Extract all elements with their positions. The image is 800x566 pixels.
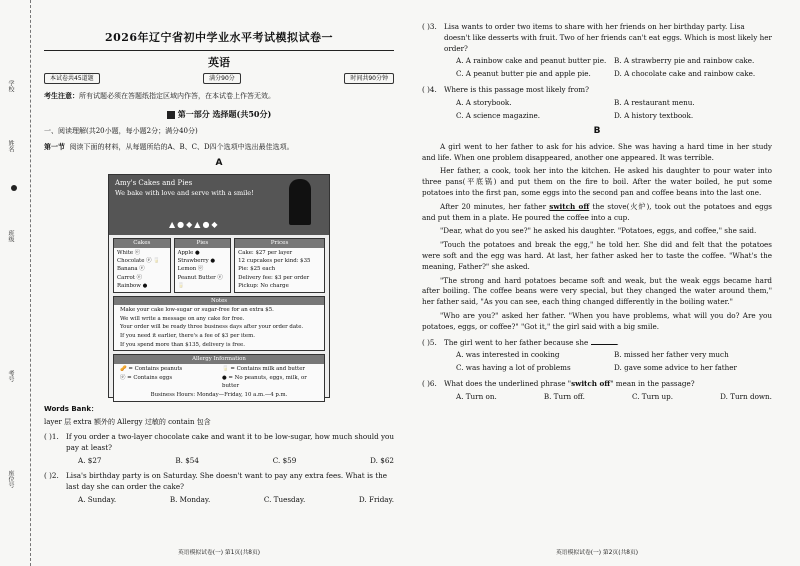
option: D. A history textbook. <box>614 110 694 120</box>
bakery-slogan: We bake with love and serve with a smile! <box>115 188 254 197</box>
bakery-name: Amy's Cakes and Pies <box>115 179 193 187</box>
words-bank-items: layer 层 extra 额外的 Allergy 过敏的 contain 包含 <box>44 417 211 426</box>
option: B. A restaurant menu. <box>614 97 695 107</box>
binding-strip <box>0 0 31 566</box>
words-bank-label: Words Bank： <box>44 405 99 413</box>
business-hours: Business Hours: Monday—Friday, 10 a.m.—4 p.m. <box>150 391 288 398</box>
page-1 <box>44 30 394 558</box>
option: D. Turn down. <box>720 391 772 401</box>
page-footer-left: 英语模拟试卷(一) 第1页(共8页) <box>177 550 261 557</box>
option: D. Friday. <box>358 494 394 504</box>
meta-duration: 时间共90分钟 <box>344 73 394 84</box>
binding-label-name: 姓名 <box>7 140 14 152</box>
binding-label-seat-no: 座位号 <box>7 470 14 488</box>
cake-illustrations: ▲●◆▲●◆ <box>169 220 220 229</box>
menu-prices: Prices Cake: $27 per layer 12 cupcakes per kind: $35 Pie: $25 each Delivery fee: $3 per order Pickup: No charge <box>234 238 325 293</box>
question-6: ( )6. What does the underlined phrase "switch off" mean in the passage? A. Turn on. B. Turn off. C. Turn up. D. Turn down. <box>422 379 772 401</box>
allergy-box: Allergy Information 🥜 = Contains peanuts 🥛 = Contains milk and butter ⓔ = Contains eggs ● = No peanuts, eggs, milk, or butter Business Hours: Monday—Friday, 10 a.m.—4 p.m. <box>113 354 325 401</box>
option: A. A rainbow cake and peanut butter pie. <box>456 56 607 66</box>
passage-paragraph: After 20 minutes, her father switch off the stove(火炉), took out the potatoes and eggs and put them in a plate. He poured the coffee into a cup. <box>422 201 772 222</box>
exam-meta <box>44 73 394 84</box>
binding-label-school: 学校 <box>7 80 14 92</box>
exam-title: 2026年辽宁省初中学业水平考试模拟试卷一 <box>104 31 334 44</box>
answer-blank <box>591 344 617 345</box>
notes-box: Notes Make your cake low-sugar or sugar-free for an extra $5. We will write a message on any cake for free. Your order will be ready three business days after your order date. If you need it earlier, there's a fee of $3 per item. If you spend more than $135, delivery is free. <box>113 296 325 352</box>
menu-pies: Pies Apple ● Strawberry ● Lemon ⓔ Peanut Butter ⓔ 🥛 <box>174 238 232 293</box>
question-1: ( )1. If you order a two-layer chocolate cake and want it to be low-sugar, how much should you pay at least? A. $27 B. $54 C. $59 D. $62 <box>44 432 394 465</box>
part-heading: 第一部分 选择题(共50分) <box>44 108 394 120</box>
option: C. A science magazine. <box>456 110 540 120</box>
meta-full-score: 满分90分 <box>203 73 241 84</box>
underlined-phrase: switch off <box>549 201 590 211</box>
option: B. Monday. <box>169 494 211 504</box>
passage-label-b: B <box>593 126 601 137</box>
passage-paragraph: "Who are you?" asked her father. "When you have problems, what will you do? Are you potatoes, eggs, or coffee?" "Got it," the girl said with a big smile. <box>422 311 772 331</box>
question-2: ( )2. Lisa's birthday party is on Saturday. She doesn't want to pay any extra fees. What is the last day she can order the cake? A. Sunday. B. Monday. C. Tuesday. D. Friday. <box>44 471 394 504</box>
passage-paragraph: A girl went to her father to ask for his advice. She was having a hard time in her study and life. When one problem disappeared, another one appeared. It was terrible. <box>422 141 772 162</box>
binding-label-class: 班级 <box>7 230 14 242</box>
option: C. A peanut butter pie and apple pie. <box>456 69 591 79</box>
page-2 <box>422 22 772 558</box>
meta-question-count: 本试卷共45道题 <box>44 73 100 84</box>
section-heading: 一、阅读理解(共20小题，每小题2分；满分40分) <box>44 126 198 135</box>
passage-label-a: A <box>215 157 223 168</box>
passage-paragraph: Her father, a cook, took her into the kitchen. He asked his daughter to pour water into three pans(平底锅) and put them on the fire to boil. After the water boiled, he put some potatoes into the first pan, some eggs into the second pan and coffee beans into the last one. <box>422 166 772 198</box>
menu-table <box>109 235 329 293</box>
passage-paragraph: "The strong and hard potatoes became soft and weak, but the weak eggs became hard after boiling. The coffee beans were very special, but they changed the water around them," her father said, "As you can see, each thing changed differently in the boiling water." <box>422 275 772 307</box>
option: A. A storybook. <box>456 97 512 107</box>
option: D. A chocolate cake and rainbow cake. <box>614 69 756 79</box>
option: C. Tuesday. <box>263 494 306 504</box>
bakery-advertisement <box>108 174 330 398</box>
subsection-instruction: 第一节 阅读下面的材料，从每题所给的A、B、C、D四个选项中选出最佳选项。 <box>44 142 294 151</box>
menu-cakes: Cakes White ⓔ Chocolate ⓔ 🥛 Banana ⓔ Carrot ⓔ Rainbow ● <box>113 238 171 293</box>
option: B. $54 <box>175 455 199 465</box>
divider <box>44 50 394 51</box>
question-4: ( )4. Where is this passage most likely from? A. A storybook. B. A restaurant menu. C. A science magazine. D. A history textbook. <box>422 85 772 121</box>
option: C. $59 <box>272 455 297 465</box>
option: D. $62 <box>370 455 394 465</box>
option: A. $27 <box>78 455 102 465</box>
option: A. Turn on. <box>456 391 497 401</box>
binding-hole <box>11 185 17 191</box>
chef-illustration <box>289 179 311 225</box>
page-footer-right: 英语模拟试卷(一) 第2页(共8页) <box>555 550 639 557</box>
option: B. Turn off. <box>543 391 585 401</box>
subject-title: 英语 <box>208 55 230 69</box>
option: C. Turn up. <box>631 391 674 401</box>
question-5: ( )5. The girl went to her father because she . A. was interested in cooking B. missed her father very much C. was having a lot of problems D. gave some advice to her father <box>422 338 772 374</box>
passage-paragraph: "Dear, what do you see?" he asked his daughter. "Potatoes, eggs, and coffee," she said. <box>440 226 757 236</box>
binding-label-exam-no: 考号 <box>7 370 14 382</box>
option: B. A strawberry pie and rainbow cake. <box>614 56 755 66</box>
option: A. was interested in cooking <box>456 350 560 360</box>
passage-paragraph: "Touch the potatoes and break the egg," he told her. She did and felt that the potatoes were soft and the egg was hard. At last, her father asked her to taste the coffee. "What's the meaning, Father?" she asked. <box>422 240 772 271</box>
option: C. was having a lot of problems <box>456 363 571 373</box>
option: D. gave some advice to her father <box>614 363 737 373</box>
flag-icon <box>167 111 175 119</box>
question-3: ( )3. Lisa wants to order two items to share with her friends on her birthday party. Lisa doesn't like desserts with fruit. Two of her friends can't eat eggs. Which is most likely her order? A. A rainbow cake and peanut butter pie. B. A strawberry pie and rainbow cake. C. A peanut butter pie and apple pie. D. A chocolate cake and rainbow cake. <box>422 22 772 79</box>
exam-notice: 考生注意：所有试题必须在答题纸指定区域内作答，在本试卷上作答无效。 <box>44 91 275 100</box>
option: A. Sunday. <box>78 494 117 504</box>
option: B. missed her father very much <box>614 350 729 360</box>
ad-banner <box>109 175 329 235</box>
